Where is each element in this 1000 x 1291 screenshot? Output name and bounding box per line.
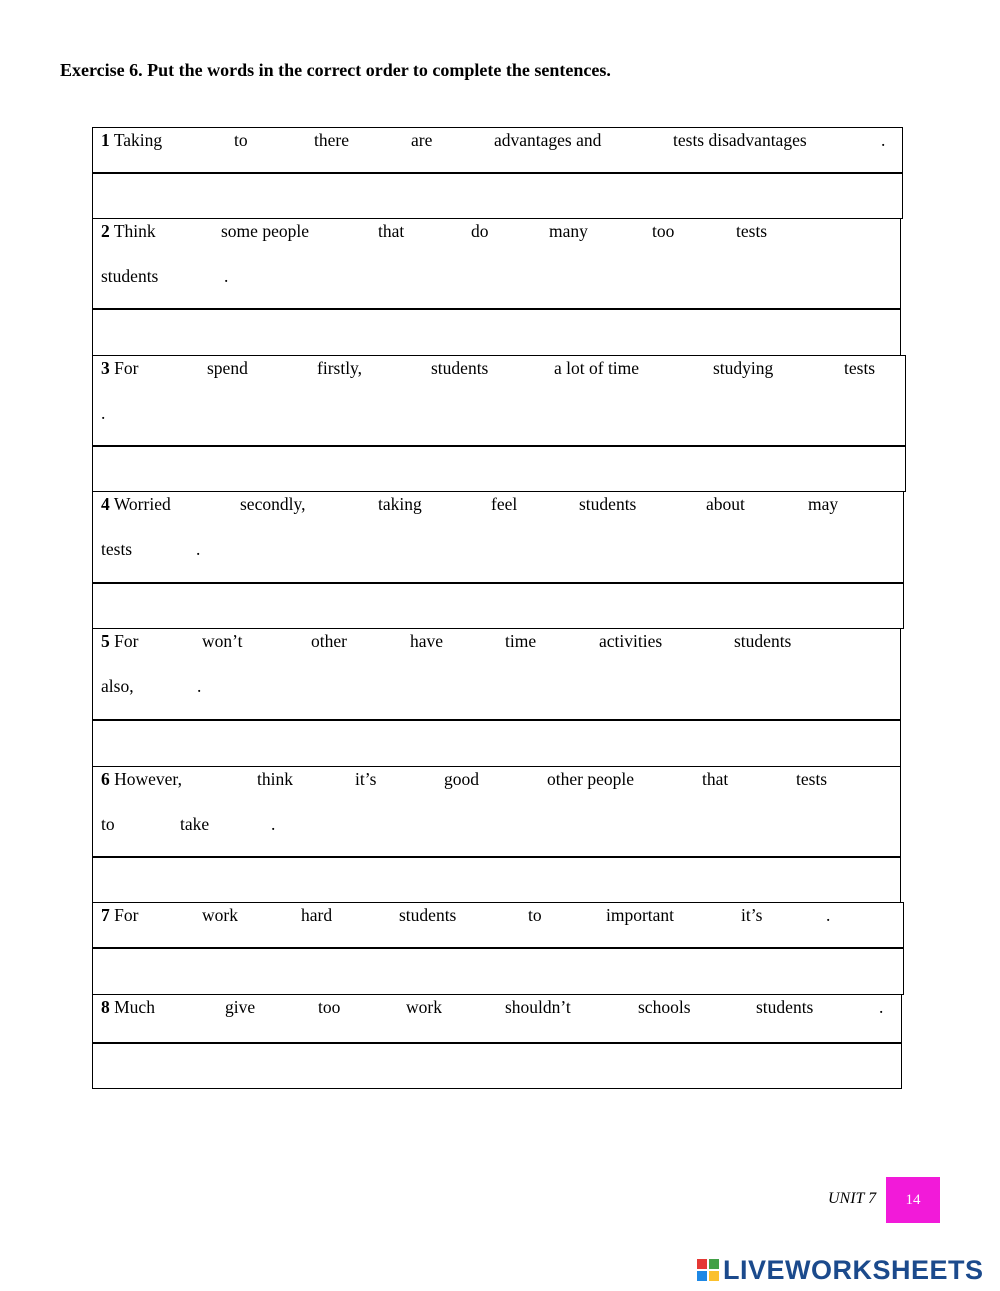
page-number-box	[886, 1177, 940, 1223]
answer-input-5[interactable]	[92, 720, 901, 767]
answer-input-7[interactable]	[92, 948, 904, 995]
word-chip: that	[702, 769, 729, 789]
word-chip: .	[826, 905, 831, 925]
word-chip: .	[101, 403, 106, 423]
question-start-word	[101, 995, 155, 1019]
question-start-word	[101, 629, 138, 653]
word-chip: tests	[736, 221, 768, 241]
word-chip: think	[257, 769, 293, 789]
word-chip: .	[197, 676, 202, 696]
word-chip: it’s	[741, 905, 763, 925]
question-start-word	[101, 128, 162, 152]
exercise-heading: Exercise 6. Put the words in the correct order to complete the sentences.	[60, 60, 611, 80]
word-chip: other	[311, 631, 347, 651]
word-chip: do	[471, 221, 489, 241]
word-chip: may	[808, 494, 839, 514]
word-chip: shouldn’t	[505, 997, 571, 1017]
word-chip: feel	[491, 494, 518, 514]
answer-input-2[interactable]	[92, 309, 901, 356]
word-chip: too	[318, 997, 341, 1017]
word-chip: .	[881, 130, 886, 150]
answer-input-4[interactable]	[92, 583, 904, 629]
word-text: For	[114, 905, 139, 925]
word-chip: a lot of time	[554, 358, 640, 378]
word-chip: firstly,	[317, 358, 363, 378]
word-chip: important	[606, 905, 675, 925]
question-box-6	[92, 766, 901, 857]
word-chip: students	[756, 997, 814, 1017]
word-chip: tests	[796, 769, 828, 789]
brand-name: LIVEWORKSHEETS	[723, 1255, 984, 1285]
answer-input-3[interactable]	[92, 446, 906, 492]
word-chip: students	[399, 905, 457, 925]
word-text: Much	[114, 997, 155, 1017]
word-chip: .	[196, 539, 201, 559]
word-chip: take	[180, 814, 210, 834]
question-start-word	[101, 767, 182, 791]
question-box-2	[92, 218, 901, 309]
word-chip: work	[406, 997, 442, 1017]
word-chip: that	[378, 221, 405, 241]
word-chip: some people	[221, 221, 309, 241]
word-chip: tests disadvantages	[673, 130, 807, 150]
word-chip: work	[202, 905, 238, 925]
question-start-word	[101, 492, 171, 516]
question-number: 3	[101, 358, 110, 378]
word-chip: to	[528, 905, 542, 925]
question-number: 7	[101, 905, 110, 925]
word-chip: other people	[547, 769, 634, 789]
word-chip: spend	[207, 358, 248, 378]
word-text: For	[114, 631, 139, 651]
answer-input-1[interactable]	[92, 173, 903, 219]
word-chip: hard	[301, 905, 333, 925]
word-text: Worried	[113, 494, 171, 514]
word-chip: too	[652, 221, 675, 241]
word-chip: activities	[599, 631, 663, 651]
word-chip: students	[101, 266, 159, 286]
word-chip: schools	[638, 997, 691, 1017]
question-number: 5	[101, 631, 110, 651]
word-chip: students	[734, 631, 792, 651]
word-chip: advantages and	[494, 130, 602, 150]
word-chip: good	[444, 769, 479, 789]
word-chip: taking	[378, 494, 422, 514]
word-chip: time	[505, 631, 537, 651]
word-chip: give	[225, 997, 256, 1017]
answer-input-8[interactable]	[92, 1043, 902, 1089]
word-text: Think	[113, 221, 156, 241]
word-chip: to	[101, 814, 115, 834]
answer-input-6[interactable]	[92, 857, 901, 903]
liveworksheets-logo-icon	[697, 1259, 719, 1281]
word-chip: tests	[844, 358, 876, 378]
question-start-word	[101, 356, 138, 380]
word-text: Taking	[113, 130, 163, 150]
word-chip: .	[271, 814, 276, 834]
question-number: 8	[101, 997, 110, 1017]
page-number: 14	[905, 1191, 921, 1208]
word-chip: secondly,	[240, 494, 306, 514]
word-chip: many	[549, 221, 588, 241]
word-chip: have	[410, 631, 444, 651]
word-chip: to	[234, 130, 248, 150]
question-number: 4	[101, 494, 110, 514]
word-chip: tests	[101, 539, 133, 559]
question-start-word	[101, 903, 138, 927]
word-chip: there	[314, 130, 349, 150]
word-chip: students	[431, 358, 489, 378]
question-start-word	[101, 219, 156, 243]
word-chip: also,	[101, 676, 134, 696]
question-number: 6	[101, 769, 110, 789]
word-chip: won’t	[202, 631, 243, 651]
word-chip: are	[411, 130, 433, 150]
question-number: 2	[101, 221, 110, 241]
word-text: However,	[114, 769, 182, 789]
word-chip: .	[879, 997, 884, 1017]
word-chip: .	[224, 266, 229, 286]
word-chip: it’s	[355, 769, 377, 789]
word-chip: studying	[713, 358, 774, 378]
word-text: For	[114, 358, 139, 378]
liveworksheets-brand	[697, 1256, 984, 1284]
word-chip: students	[579, 494, 637, 514]
word-chip: about	[706, 494, 745, 514]
question-number: 1	[101, 130, 110, 150]
unit-label: UNIT 7	[828, 1190, 877, 1207]
